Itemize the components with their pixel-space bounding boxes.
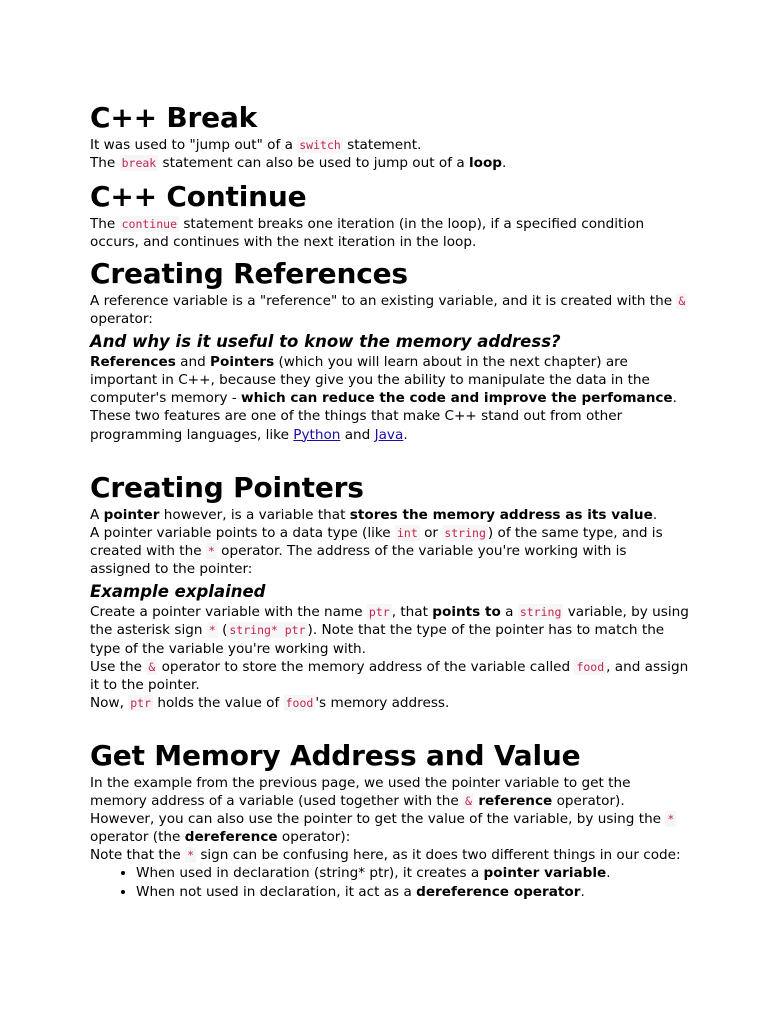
- text-run: Create a pointer variable with the name: [90, 604, 367, 621]
- text-run: ). Note that the type of the pointer has to match the type of the variable you're working with.: [90, 622, 665, 657]
- text-run: however, is a variable that: [159, 507, 350, 523]
- text-run: In the example from the previous page, we used the pointer variable to get the memory address of a variable (used together with the: [90, 775, 631, 810]
- text-run: , that: [391, 604, 433, 621]
- text-run: holds the value of: [153, 694, 284, 711]
- text-run: Note that the: [90, 847, 186, 864]
- paragraph: [90, 154, 690, 172]
- text-run: statement.: [342, 137, 422, 153]
- text-run: , and assign it to the pointer.: [90, 658, 689, 693]
- paragraph: [90, 292, 690, 328]
- paragraph: [90, 353, 690, 407]
- list-item: [136, 864, 690, 882]
- section-c-break: [90, 100, 690, 172]
- bold-text: reference: [478, 793, 553, 810]
- paragraph: [90, 774, 690, 846]
- text-run: It was used to "jump out" of a: [90, 137, 298, 153]
- paragraph: [90, 694, 690, 712]
- bold-text: dereference: [184, 829, 278, 846]
- inline-code: ptr: [368, 605, 390, 620]
- section-heading: Creating References: [90, 257, 408, 290]
- inline-code: continue: [121, 217, 177, 231]
- text-run: variable, by using the asterisk sign: [90, 604, 689, 639]
- bold-text: stores the memory address as its value: [349, 507, 653, 523]
- inline-code: int: [396, 526, 418, 541]
- text-run: operator):: [277, 829, 351, 846]
- text-run: .: [502, 155, 507, 172]
- text-run: operator to store the memory address of the variable called: [157, 658, 575, 675]
- text-run: statement can also be used to jump out of a: [158, 155, 469, 172]
- text-run: operator:: [90, 311, 153, 328]
- section-c-continue: [90, 179, 690, 251]
- link-java[interactable]: Java: [374, 426, 404, 443]
- paragraph: [90, 524, 690, 578]
- text-run: ) of the same type, and is created with the: [90, 525, 663, 560]
- paragraph: [90, 603, 690, 657]
- text-run: These two features are one of the things that make C++ stand out from other programming languages, like: [90, 408, 623, 443]
- inline-code: break: [121, 156, 157, 171]
- text-run: and: [175, 354, 211, 371]
- section-heading: C++ Break: [90, 101, 258, 134]
- inline-code: string: [444, 526, 486, 541]
- bold-text: References: [90, 354, 176, 371]
- text-run: operator). However, you can also use the pointer to get the value of the variable, by using the: [90, 793, 666, 828]
- inline-code: food: [285, 695, 314, 710]
- inline-code: &: [148, 659, 156, 674]
- text-run: Use the: [90, 658, 147, 675]
- section-get-memory-address-and-value: [90, 738, 690, 901]
- inline-code: food: [576, 659, 605, 674]
- text-run: or: [419, 525, 443, 542]
- paragraph: [90, 215, 690, 251]
- section-creating-references: [90, 256, 690, 444]
- inline-code: *: [207, 544, 215, 559]
- text-run: and: [340, 426, 375, 443]
- text-run: .: [606, 865, 611, 882]
- inline-code: ptr: [130, 695, 152, 710]
- text-run: a: [500, 604, 518, 621]
- text-run: .: [580, 883, 585, 900]
- section-heading: Creating Pointers: [90, 471, 364, 504]
- bold-text: points to: [432, 604, 501, 621]
- inline-code: *: [187, 848, 194, 863]
- bold-text: pointer variable: [483, 865, 607, 882]
- inline-code: string: [519, 605, 562, 620]
- text-run: .: [403, 426, 408, 443]
- text-run: A: [90, 507, 104, 523]
- text-run: The: [90, 155, 120, 172]
- section-heading: Get Memory Address and Value: [90, 739, 581, 772]
- inline-code: *: [208, 623, 216, 638]
- text-run: operator (the: [90, 829, 185, 846]
- text-run: statement breaks one iteration (in the loop), if a specified condition occurs, and continues with the next iteration in the loop.: [90, 216, 645, 251]
- bold-text: which can reduce the code and improve the perfomance: [241, 390, 673, 407]
- text-run: sign can be confusing here, as it does two different things in our code:: [196, 847, 681, 864]
- text-run: A pointer variable points to a data type (like: [90, 525, 395, 542]
- inline-code: &: [465, 794, 472, 809]
- text-run: When used in declaration (string* ptr), it creates a: [136, 865, 484, 882]
- list-item: [136, 883, 690, 901]
- bold-text: pointer: [103, 507, 160, 523]
- bold-text: dereference operator: [416, 883, 581, 900]
- paragraph: [90, 658, 690, 694]
- text-run: (: [217, 622, 228, 639]
- paragraph: [90, 136, 690, 154]
- text-run: operator. The address of the variable you're working with is assigned to the pointer:: [90, 543, 627, 578]
- paragraph: [90, 407, 690, 443]
- link-python[interactable]: Python: [293, 426, 341, 443]
- text-run: The: [90, 216, 120, 232]
- bold-text: loop: [468, 155, 503, 172]
- bullet-list: [90, 864, 690, 900]
- paragraph: [90, 846, 690, 864]
- inline-code: switch: [299, 138, 341, 152]
- text-run: 's memory address.: [315, 694, 450, 711]
- text-run: A reference variable is a "reference" to an existing variable, and it is created with the: [90, 293, 677, 309]
- paragraph: [90, 506, 690, 524]
- text-run: (which you will learn about in the next chapter) are important in C++, because they give you the ability to manipulate the data in the computer's memory -: [90, 354, 650, 407]
- section-creating-pointers: [90, 470, 690, 712]
- text-run: .: [652, 507, 658, 523]
- bold-text: Pointers: [210, 354, 275, 371]
- inline-code: &: [678, 294, 686, 308]
- text-run: Now,: [90, 694, 129, 711]
- section-heading: C++ Continue: [90, 180, 307, 213]
- subheading: And why is it useful to know the memory address?: [90, 332, 561, 352]
- text-run: .: [672, 390, 677, 407]
- inline-code: string* ptr: [229, 623, 306, 638]
- inline-code: *: [667, 812, 675, 827]
- subheading: Example explained: [90, 582, 266, 602]
- text-run: When not used in declaration, it act as a: [136, 883, 417, 900]
